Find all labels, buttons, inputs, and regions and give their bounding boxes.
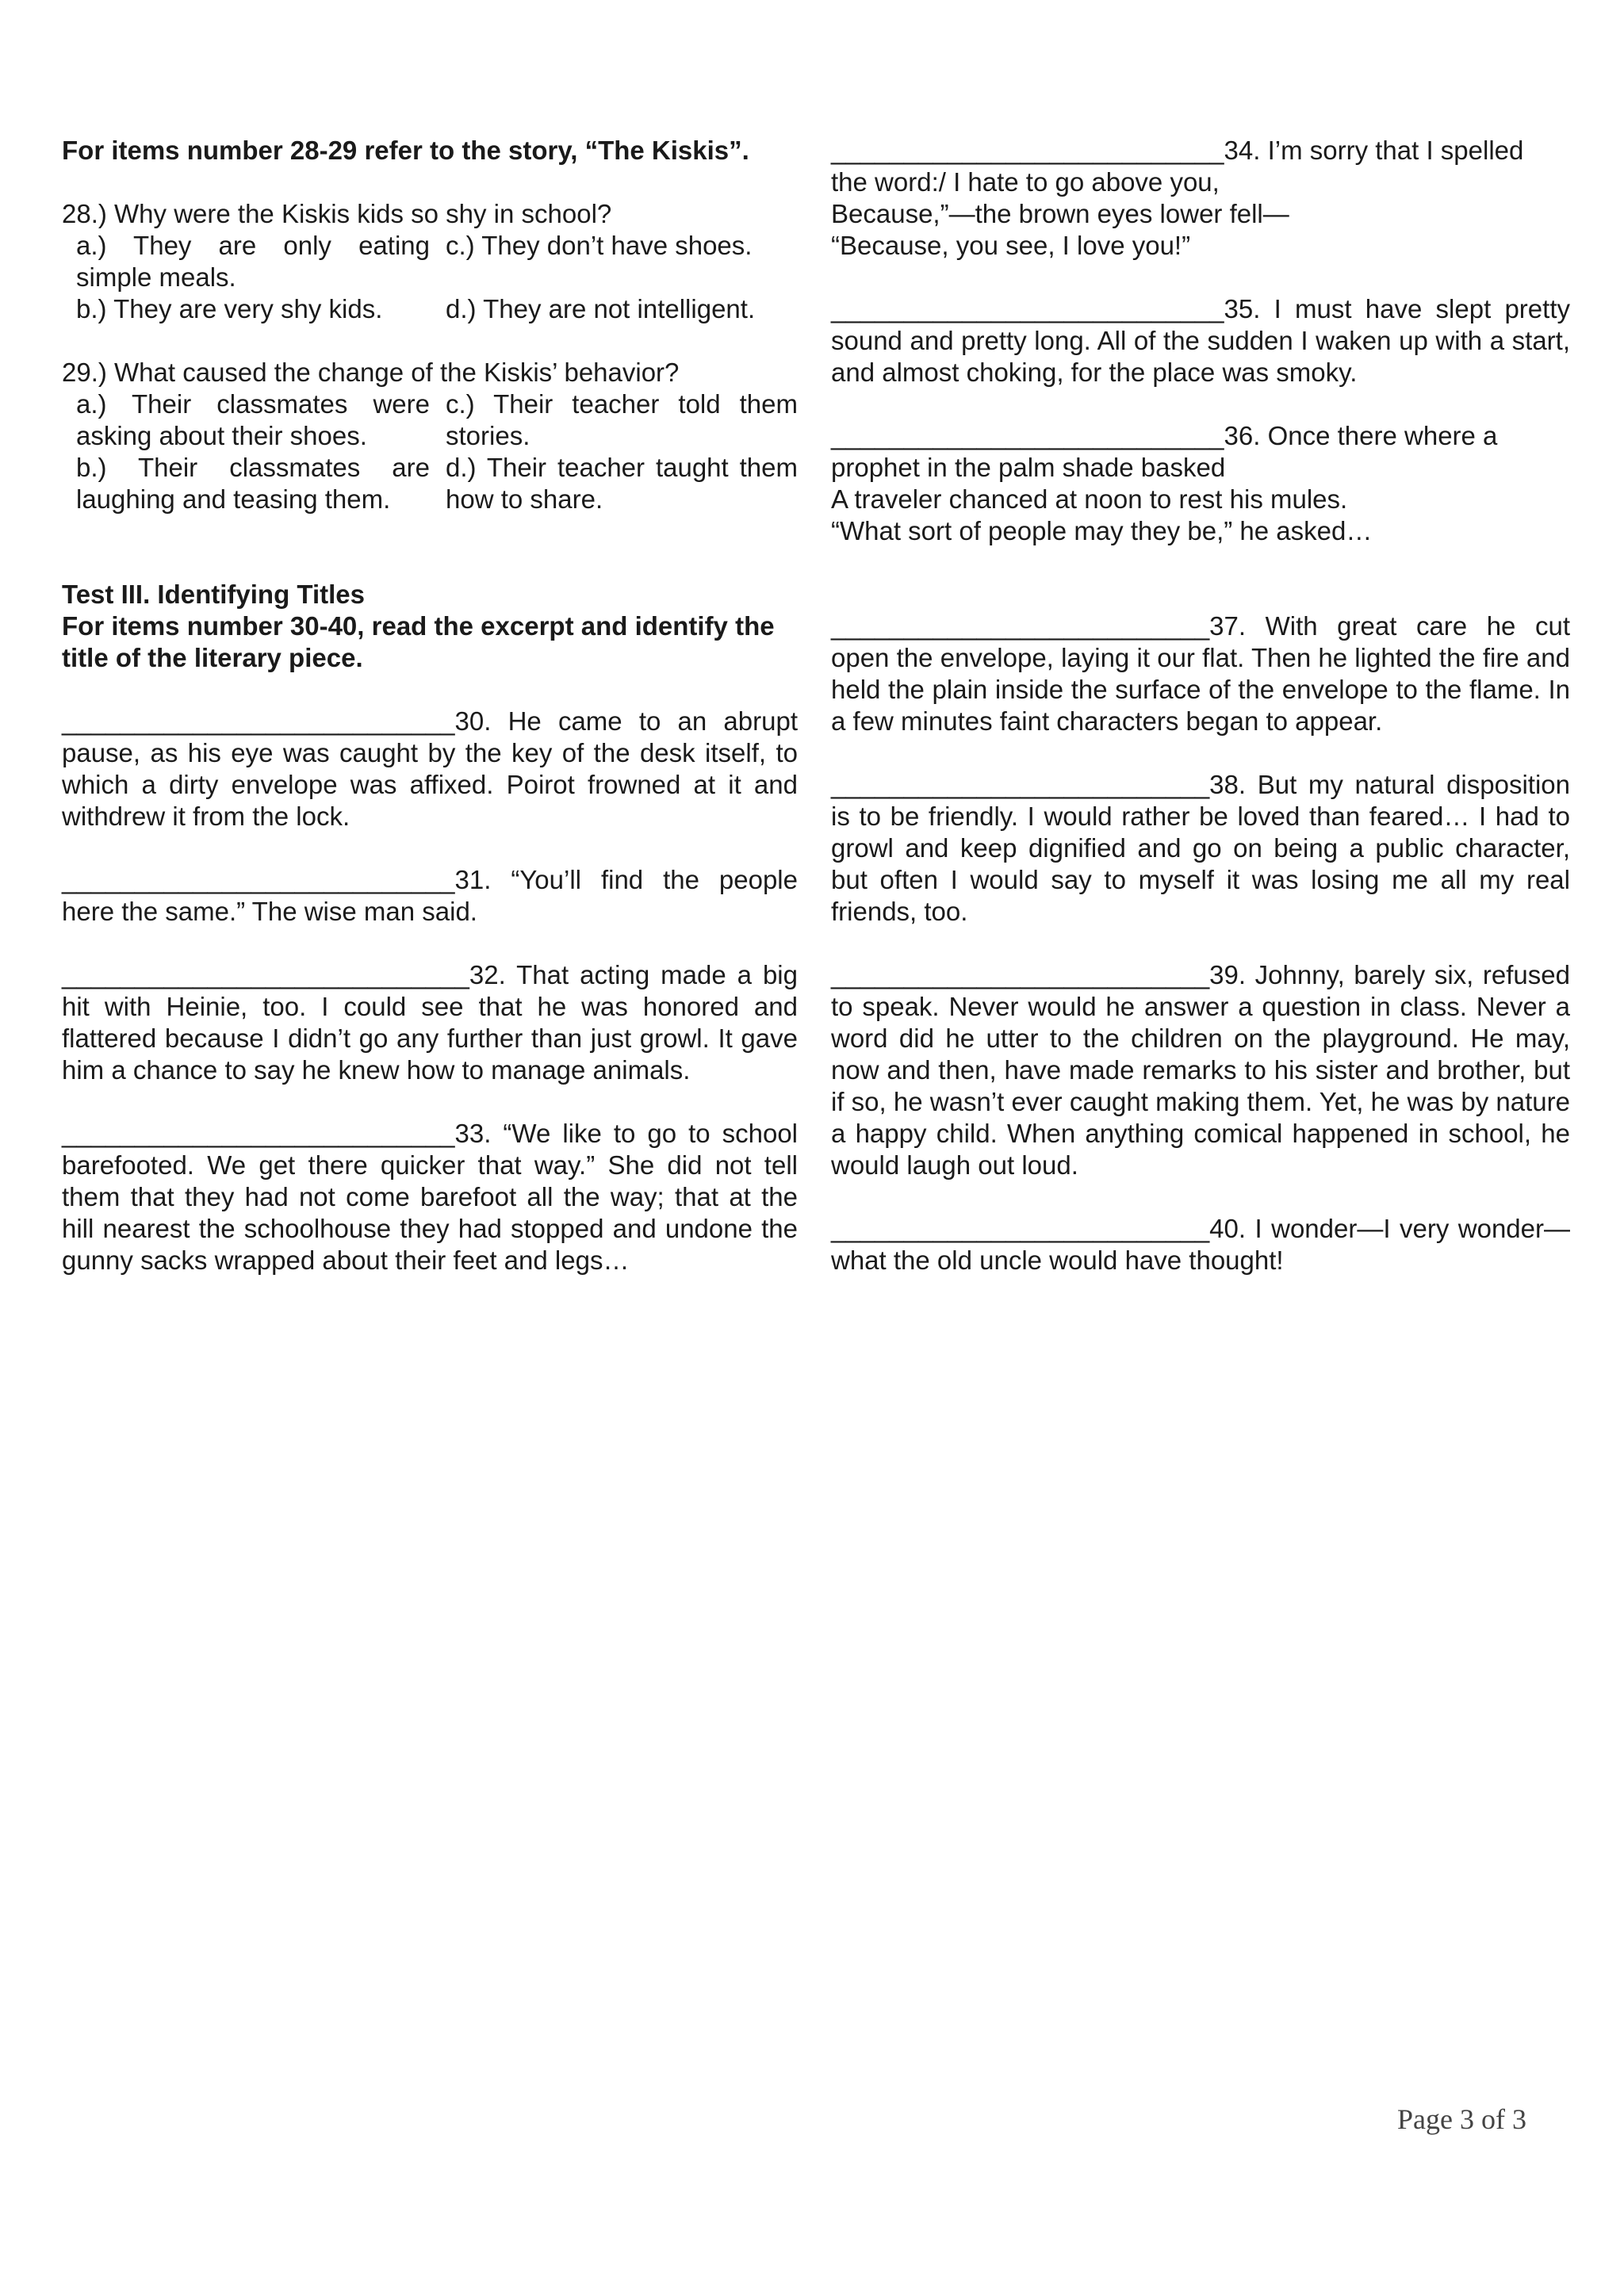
question-29 — [62, 357, 798, 515]
question-36 — [831, 420, 1570, 547]
intro-28-29: For items number 28-29 refer to the story, “The Kiskis”. — [62, 136, 749, 165]
page-number: Page 3 of 3 — [1397, 2103, 1526, 2135]
question-36-line-4: “What sort of people may they be,” he asked… — [831, 516, 1373, 545]
question-29-stem: 29.) What caused the change of the Kiskis’ behavior? — [62, 358, 680, 387]
right-column — [831, 135, 1570, 1276]
question-34-line-3: Because,”—the brown eyes lower fell— — [831, 199, 1289, 228]
option-29-c: c.) Their teacher told them stories. — [446, 389, 798, 450]
question-34-line-1: ___________________________34. I’m sorry that I spelled — [831, 136, 1524, 165]
question-38: __________________________38. But my natural disposition is to be friendly. I would rather be loved than feared… I had to growl and keep dignified and go on being a public character, but often I would say to myself it was losing me all my real friends, too. — [831, 770, 1570, 926]
test3-instructions: For items number 30-40, read the excerpt and identify the title of the literary piece. — [62, 611, 775, 672]
question-31: ___________________________31. “You’ll find the people here the same.” The wise man said. — [62, 865, 798, 926]
question-34-line-4: “Because, you see, I love you!” — [831, 231, 1191, 260]
left-column — [62, 135, 798, 1276]
question-36-line-1: ___________________________36. Once there where a — [831, 421, 1498, 450]
question-32: ____________________________32. That acting made a big hit with Heinie, too. I could see that he was honored and flattered because I didn’t go any further than just growl. It gave him a chance to say he knew how to manage animals. — [62, 960, 798, 1085]
question-36-line-3: A traveler chanced at noon to rest his mules. — [831, 484, 1348, 514]
option-29-b: b.) Their classmates are laughing and teasing them. — [76, 453, 430, 514]
question-28 — [62, 198, 798, 325]
question-37: __________________________37. With great care he cut open the envelope, laying it our flat. Then he lighted the fire and held the plain inside the surface of the envelope to the flame. In a few minutes faint characters began to appear. — [831, 611, 1570, 736]
question-33: ___________________________33. “We like to go to school barefooted. We get there quicker that way.” She did not tell them that they had not come barefoot all the way; that at the hill nearest the schoolhouse they had stopped and undone the gunny sacks wrapped about their feet and legs… — [62, 1119, 798, 1275]
question-34-line-2: the word:/ I hate to go above you, — [831, 167, 1220, 197]
question-36-line-2: prophet in the palm shade basked — [831, 453, 1226, 482]
question-35: ___________________________35. I must have slept pretty sound and pretty long. All of the sudden I waken up with a start, and almost choking, for the place was smoky. — [831, 294, 1570, 387]
question-39: __________________________39. Johnny, barely six, refused to speak. Never would he answer a question in class. Never a word did he utter to the children on the playground. He may, now and then, have made remarks to his sister and brother, but if so, he wasn’t ever caught making them. Yet, he was by nature a happy child. When anything comical happened in school, he would laugh out loud. — [831, 960, 1570, 1180]
option-28-d: d.) They are not intelligent. — [446, 294, 756, 323]
option-28-c: c.) They don’t have shoes. — [446, 231, 753, 260]
question-30: ___________________________30. He came to an abrupt pause, as his eye was caught by the key of the desk itself, to which a dirty envelope was affixed. Poirot frowned at it and withdrew it from the lock. — [62, 706, 798, 831]
option-28-b: b.) They are very shy kids. — [76, 294, 383, 323]
question-28-options — [62, 230, 798, 325]
test3-title: Test III. Identifying Titles — [62, 580, 365, 609]
option-28-a: a.) They are only eating simple meals. — [76, 231, 430, 292]
question-34 — [831, 135, 1570, 262]
question-40: __________________________40. I wonder—I very wonder—what the old uncle would have thought! — [831, 1214, 1570, 1275]
question-29-options — [62, 388, 798, 515]
option-29-d: d.) Their teacher taught them how to share. — [446, 453, 798, 514]
option-29-a: a.) Their classmates were asking about their shoes. — [76, 389, 430, 450]
question-28-stem: 28.) Why were the Kiskis kids so shy in school? — [62, 199, 612, 228]
